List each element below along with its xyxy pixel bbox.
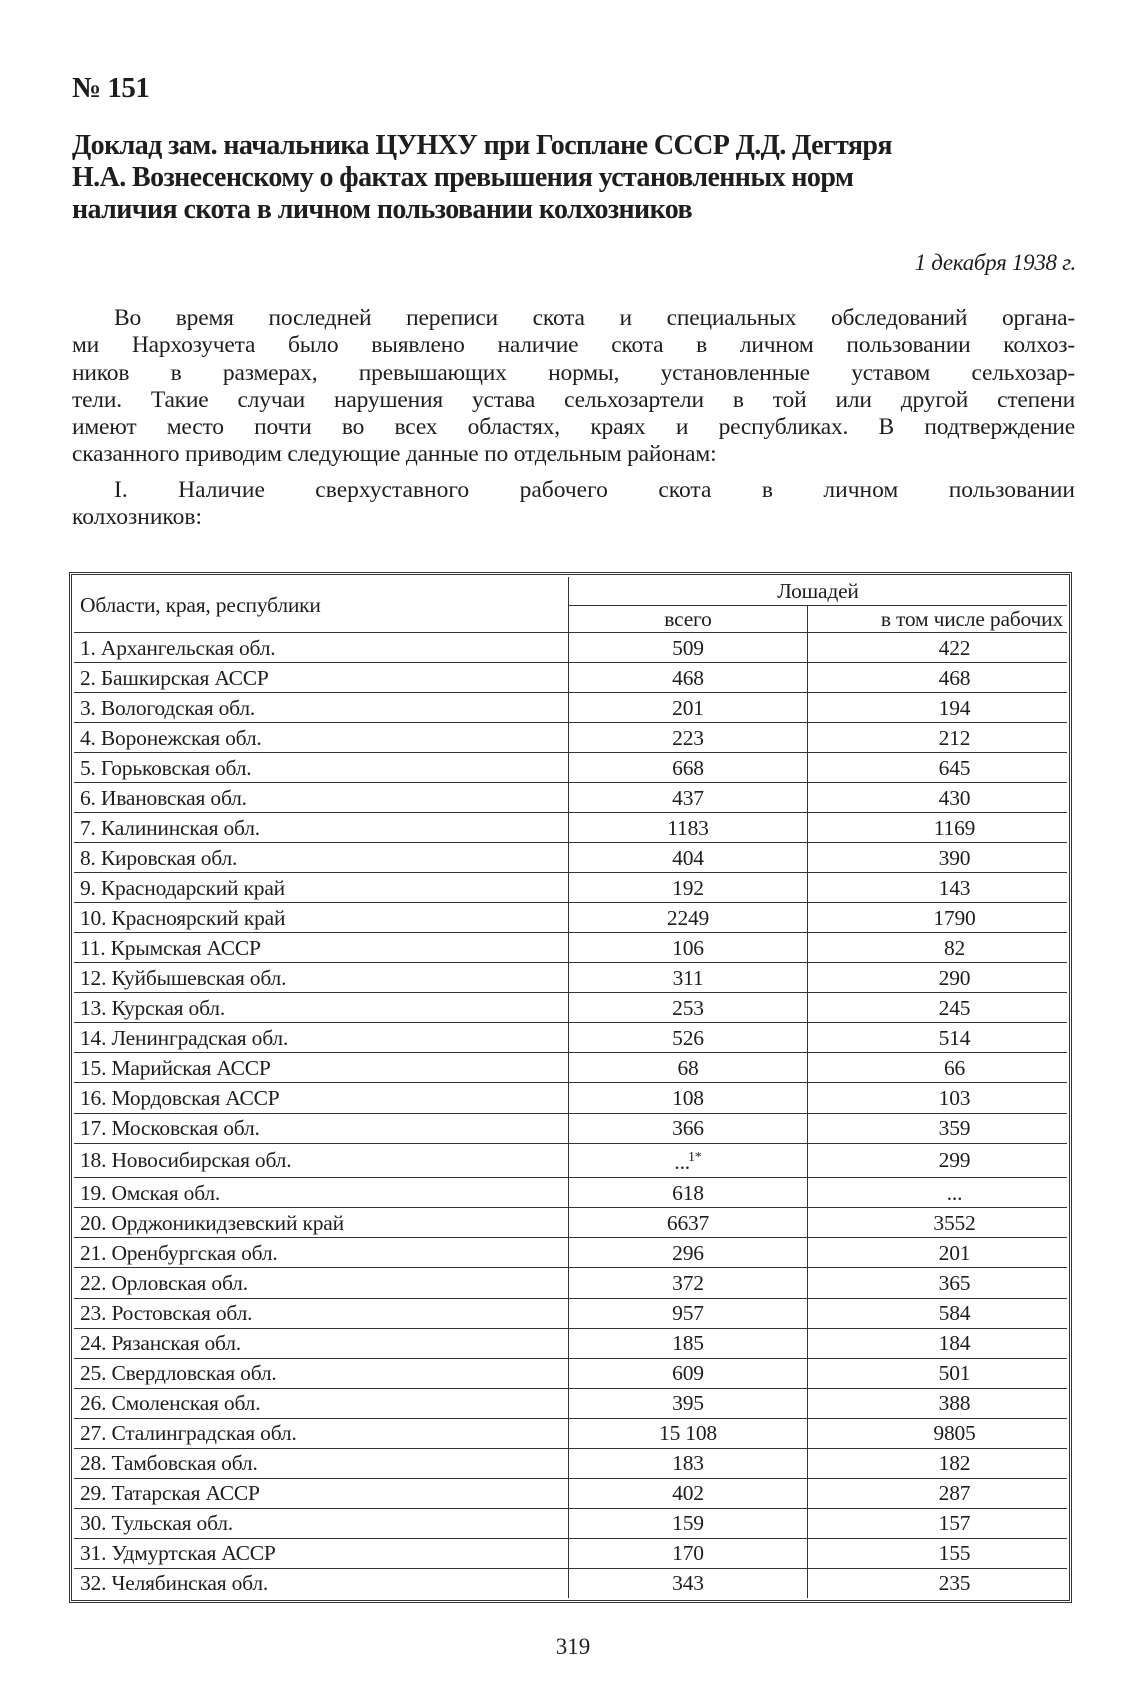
cell-total [569,1053,808,1083]
section-line: I. Наличие сверхуставного рабочего скота в личном пользовании [114,477,1075,503]
cell-total-value: 108 [672,1085,704,1110]
table-row [74,693,1067,723]
cell-working: 514 [808,1023,1068,1053]
table-row [74,933,1067,963]
cell-total [569,1023,808,1053]
cell-region: 15. Марийская АССР [74,1053,569,1083]
cell-working: 359 [808,1113,1068,1143]
cell-total [569,1418,808,1448]
cell-region: 14. Ленинградская обл. [74,1023,569,1053]
cell-region: 28. Тамбовская обл. [74,1448,569,1478]
document-title [72,130,1072,226]
cell-working: 501 [808,1358,1068,1388]
cell-total-value: 223 [672,725,704,750]
table-row [74,1268,1067,1298]
cell-region: 7. Калининская обл. [74,813,569,843]
cell-region: 22. Орловская обл. [74,1268,569,1298]
table-row [74,1298,1067,1328]
title-line: наличия скота в личном пользовании колхозников [72,194,692,225]
table-row [74,1113,1067,1143]
cell-region: 1. Архангельская обл. [74,633,569,663]
table-body [74,633,1067,1599]
cell-total-value: 437 [672,785,704,810]
cell-total [569,633,808,663]
cell-total-value: 106 [672,935,704,960]
table-row [74,903,1067,933]
cell-region: 11. Крымская АССР [74,933,569,963]
cell-region: 17. Московская обл. [74,1113,569,1143]
cell-region: 12. Куйбышевская обл. [74,963,569,993]
table-row [74,1388,1067,1418]
cell-total-value: 668 [672,755,704,780]
cell-region: 19. Омская обл. [74,1178,569,1208]
cell-total-value: 343 [672,1571,704,1596]
cell-total-value: 201 [672,695,704,720]
cell-region: 13. Курская обл. [74,993,569,1023]
cell-region: 25. Свердловская обл. [74,1358,569,1388]
cell-total [569,1508,808,1538]
table-row [74,663,1067,693]
cell-region: 18. Новосибирская обл. [74,1143,569,1178]
cell-total-value: ... [674,1150,690,1175]
table-row [74,993,1067,1023]
cell-region: 31. Удмуртская АССР [74,1538,569,1568]
cell-total-value: 192 [672,875,704,900]
table-row [74,753,1067,783]
cell-total [569,1268,808,1298]
cell-working: 143 [808,873,1068,903]
horses-table-frame [69,572,1072,1603]
cell-working: 287 [808,1478,1068,1508]
cell-total [569,1208,808,1238]
cell-working: 422 [808,633,1068,663]
cell-region: 24. Рязанская обл. [74,1328,569,1358]
table-row [74,1178,1067,1208]
cell-total [569,663,808,693]
cell-total [569,1298,808,1328]
cell-total-value: 6637 [666,1210,710,1235]
cell-working: 155 [808,1538,1068,1568]
cell-total-value: 311 [672,965,704,990]
paragraph-line: тели. Такие случаи нарушения устава сельхозартели в той или другой степени [72,386,1075,413]
table-row [74,843,1067,873]
cell-total-value: 1183 [667,815,709,840]
cell-working: 103 [808,1083,1068,1113]
cell-total [569,753,808,783]
cell-working: 365 [808,1268,1068,1298]
table-row [74,1568,1067,1598]
cell-total-value: 15 108 [659,1421,717,1446]
cell-total-value: 372 [672,1270,704,1295]
title-line: Н.А. Вознесенскому о фактах превышения установленных норм [72,162,854,193]
cell-total-value: 609 [672,1361,704,1386]
table-row [74,1083,1067,1113]
paragraph-line: Во время последней переписи скота и специальных обследований органа- [114,305,1075,331]
section-line: колхозников: [72,504,203,531]
table-row [74,1508,1067,1538]
table-row [74,1238,1067,1268]
table-row [74,723,1067,753]
cell-working: 645 [808,753,1068,783]
cell-working: 430 [808,783,1068,813]
cell-total [569,1478,808,1508]
cell-total-value: 253 [672,995,704,1020]
table-header-row [74,577,1067,606]
cell-working: 82 [808,933,1068,963]
cell-total [569,843,808,873]
header-total: всего [569,606,808,633]
table-row [74,813,1067,843]
cell-working: 468 [808,663,1068,693]
cell-total-value: 618 [672,1180,704,1205]
cell-total [569,1143,808,1178]
paragraph-line: ников в размерах, превышающих нормы, установленные уставом сельхозар- [72,359,1075,386]
cell-working: 299 [808,1143,1068,1178]
cell-total-value: 185 [672,1331,704,1356]
cell-working: 245 [808,993,1068,1023]
cell-region: 20. Орджоникидзевский край [74,1208,569,1238]
cell-total-value: 402 [672,1481,704,1506]
table-row [74,1478,1067,1508]
cell-region: 29. Татарская АССР [74,1478,569,1508]
cell-total [569,1358,808,1388]
cell-region: 21. Оренбургская обл. [74,1238,569,1268]
cell-total-value: 404 [672,845,704,870]
cell-working: 290 [808,963,1068,993]
page-number: 319 [555,1634,591,1659]
table-row [74,1418,1067,1448]
cell-region: 27. Сталинградская обл. [74,1418,569,1448]
cell-total-value: 68 [677,1055,699,1080]
table-row [74,1448,1067,1478]
cell-region: 6. Ивановская обл. [74,783,569,813]
cell-total-value: 957 [672,1301,704,1326]
cell-total-value: 2249 [666,905,710,930]
table-row [74,1358,1067,1388]
cell-total [569,1113,808,1143]
cell-working: 201 [808,1238,1068,1268]
header-working: в том числе рабочих [808,606,1068,633]
cell-total [569,723,808,753]
cell-region: 5. Горьковская обл. [74,753,569,783]
cell-total [569,1083,808,1113]
cell-region: 30. Тульская обл. [74,1508,569,1538]
cell-total-value: 183 [672,1451,704,1476]
cell-total-value: 366 [672,1116,704,1141]
cell-region: 32. Челябинская обл. [74,1568,569,1598]
cell-working: 3552 [808,1208,1068,1238]
cell-total-value: 159 [672,1511,704,1536]
cell-working: 1169 [808,813,1068,843]
cell-working: 235 [808,1568,1068,1598]
horses-table [74,577,1067,1598]
cell-region: 2. Башкирская АССР [74,663,569,693]
table-row [74,783,1067,813]
cell-working: 194 [808,693,1068,723]
cell-total [569,1448,808,1478]
cell-total [569,1538,808,1568]
table-row [74,1023,1067,1053]
cell-total [569,783,808,813]
document-number: № 151 [72,72,150,104]
cell-region: 23. Ростовская обл. [74,1298,569,1328]
cell-total-value: 170 [672,1541,704,1566]
cell-working: 9805 [808,1418,1068,1448]
cell-total [569,1178,808,1208]
cell-total-value: 468 [672,665,704,690]
cell-working: 584 [808,1298,1068,1328]
cell-region: 10. Красноярский край [74,903,569,933]
cell-total [569,1328,808,1358]
table-row [74,873,1067,903]
header-region: Области, края, республики [74,577,569,633]
cell-total [569,963,808,993]
cell-working: 1790 [808,903,1068,933]
cell-working: 388 [808,1388,1068,1418]
cell-working: 390 [808,843,1068,873]
cell-region: 26. Смоленская обл. [74,1388,569,1418]
footnote-marker: 1* [687,1150,702,1166]
cell-total-value: 509 [672,635,704,660]
cell-total-value: 395 [672,1391,704,1416]
table-row [74,1538,1067,1568]
cell-total [569,1238,808,1268]
cell-total [569,873,808,903]
cell-working: 157 [808,1508,1068,1538]
document-date: 1 декабря 1938 г. [914,250,1076,275]
cell-working: ... [808,1178,1068,1208]
cell-working: 66 [808,1053,1068,1083]
cell-total [569,813,808,843]
cell-region: 16. Мордовская АССР [74,1083,569,1113]
cell-region: 4. Воронежская обл. [74,723,569,753]
cell-total [569,1388,808,1418]
cell-total-value: 296 [672,1240,704,1265]
table-row [74,633,1067,663]
cell-working: 184 [808,1328,1068,1358]
cell-total [569,993,808,1023]
paragraph-line: ми Нархозучета было выявлено наличие скота в личном пользовании колхоз- [72,332,1075,359]
cell-region: 8. Кировская обл. [74,843,569,873]
table-row [74,963,1067,993]
paragraph-line: сказанного приводим следующие данные по отдельным районам: [72,441,717,468]
header-horses: Лошадей [569,577,1068,606]
table-row [74,1143,1067,1178]
cell-region: 3. Вологодская обл. [74,693,569,723]
cell-total [569,903,808,933]
title-line: Доклад зам. начальника ЦУНХУ при Госплане СССР Д.Д. Дегтяря [72,130,892,161]
cell-total-value: 526 [672,1025,704,1050]
table-row [74,1328,1067,1358]
paragraph-line: имеют место почти во всех областях, краях и республиках. В подтверждение [72,414,1075,441]
table-row [74,1053,1067,1083]
cell-region: 9. Краснодарский край [74,873,569,903]
cell-total [569,693,808,723]
table-row [74,1208,1067,1238]
section-heading [72,477,1075,532]
cell-total [569,1568,808,1598]
intro-paragraph [72,305,1075,469]
cell-total [569,933,808,963]
cell-working: 212 [808,723,1068,753]
cell-working: 182 [808,1448,1068,1478]
